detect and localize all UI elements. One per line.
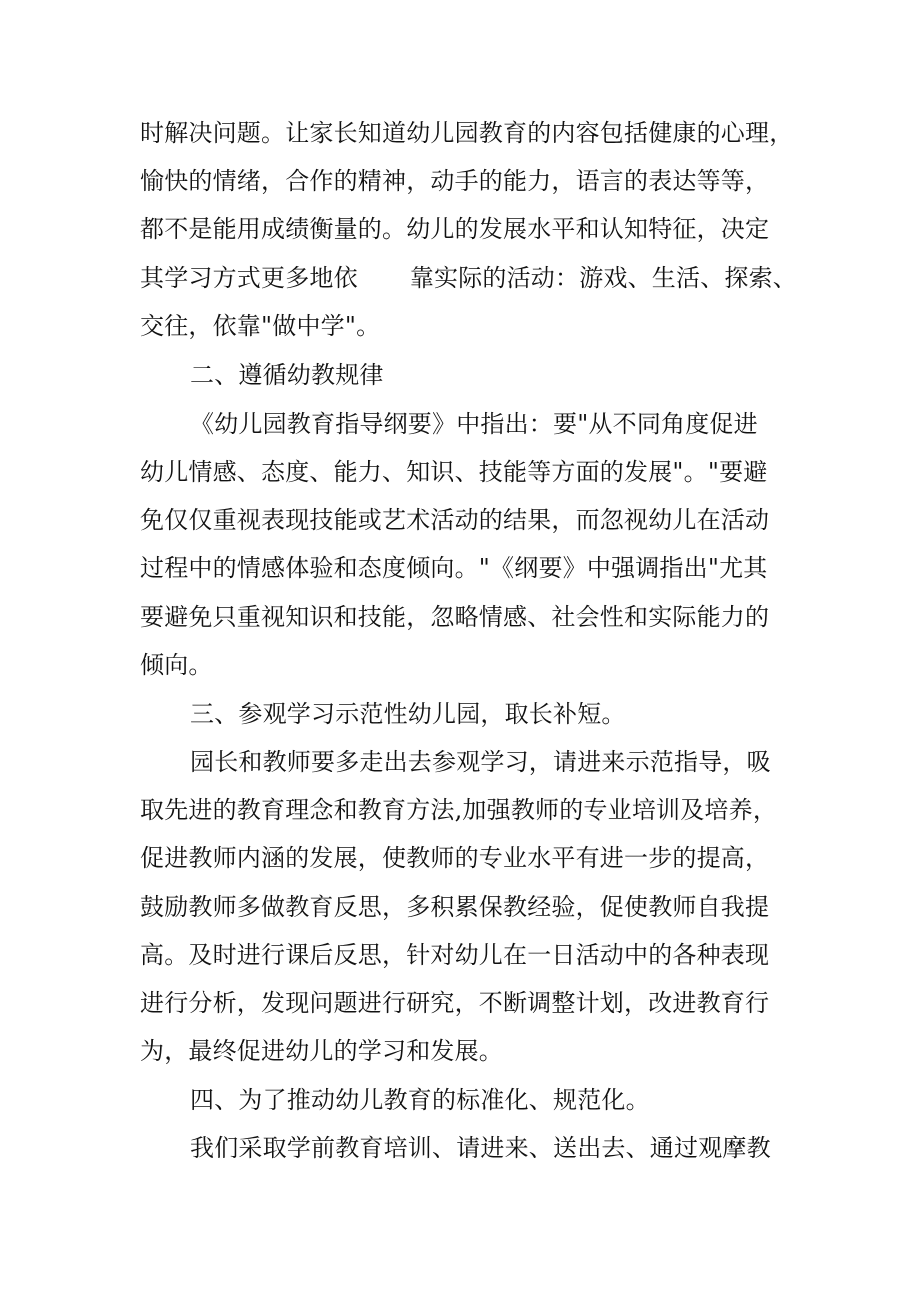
text-line: 我们采取学前教育培训、请进来、送出去、通过观摩教 xyxy=(190,1134,771,1162)
text-fragment: 其学习方式更多地依 xyxy=(140,264,358,292)
text-line: 取先进的教育理念和教育方法,加强教师的专业培训及培养， xyxy=(140,796,778,824)
section-heading: 二、遵循幼教规律 xyxy=(190,361,384,389)
text-line: 幼儿情感、态度、能力、知识、技能等方面的发展"。"要避 xyxy=(140,458,768,486)
section-heading: 三、参观学习示范性幼儿园，取长补短。 xyxy=(190,700,626,728)
text-line: 愉快的情绪，合作的精神，动手的能力，语言的表达等等， xyxy=(140,167,770,195)
text-line: 进行分析，发现问题进行研究，不断调整计划，改进教育行 xyxy=(140,989,770,1017)
text-line: 倾向。 xyxy=(140,651,213,679)
text-line: 《幼儿园教育指导纲要》中指出：要"从不同角度促进 xyxy=(190,410,758,438)
text-line: 促进教师内涵的发展，使教师的专业水平有进一步的提高， xyxy=(140,844,770,872)
text-line: 为，最终促进幼儿的学习和发展。 xyxy=(140,1037,503,1065)
text-line: 免仅仅重视表现技能或艺术活动的结果，而忽视幼儿在活动 xyxy=(140,506,770,534)
text-fragment: 靠实际的活动：游戏、生活、探索、 xyxy=(409,264,798,292)
text-line: 时解决问题。让家长知道幼儿园教育的内容包括健康的心理， xyxy=(140,119,794,147)
text-line: 过程中的情感体验和态度倾向。"《纲要》中强调指出"尤其 xyxy=(140,554,768,582)
text-line-split xyxy=(140,263,800,293)
text-line: 园长和教师要多走出去参观学习，请进来示范指导，吸 xyxy=(190,748,771,776)
text-line: 要避免只重视知识和技能，忽略情感、社会性和实际能力的 xyxy=(140,603,770,631)
text-line: 交往，依靠"做中学"。 xyxy=(140,312,381,340)
section-heading: 四、为了推动幼儿教育的标准化、规范化。 xyxy=(190,1086,650,1114)
text-line: 鼓励教师多做教育反思，多积累保教经验，促使教师自我提 xyxy=(140,893,770,921)
text-line: 高。及时进行课后反思，针对幼儿在一日活动中的各种表现 xyxy=(140,941,770,969)
text-line: 都不是能用成绩衡量的。幼儿的发展水平和认知特征，决定 xyxy=(140,215,770,243)
